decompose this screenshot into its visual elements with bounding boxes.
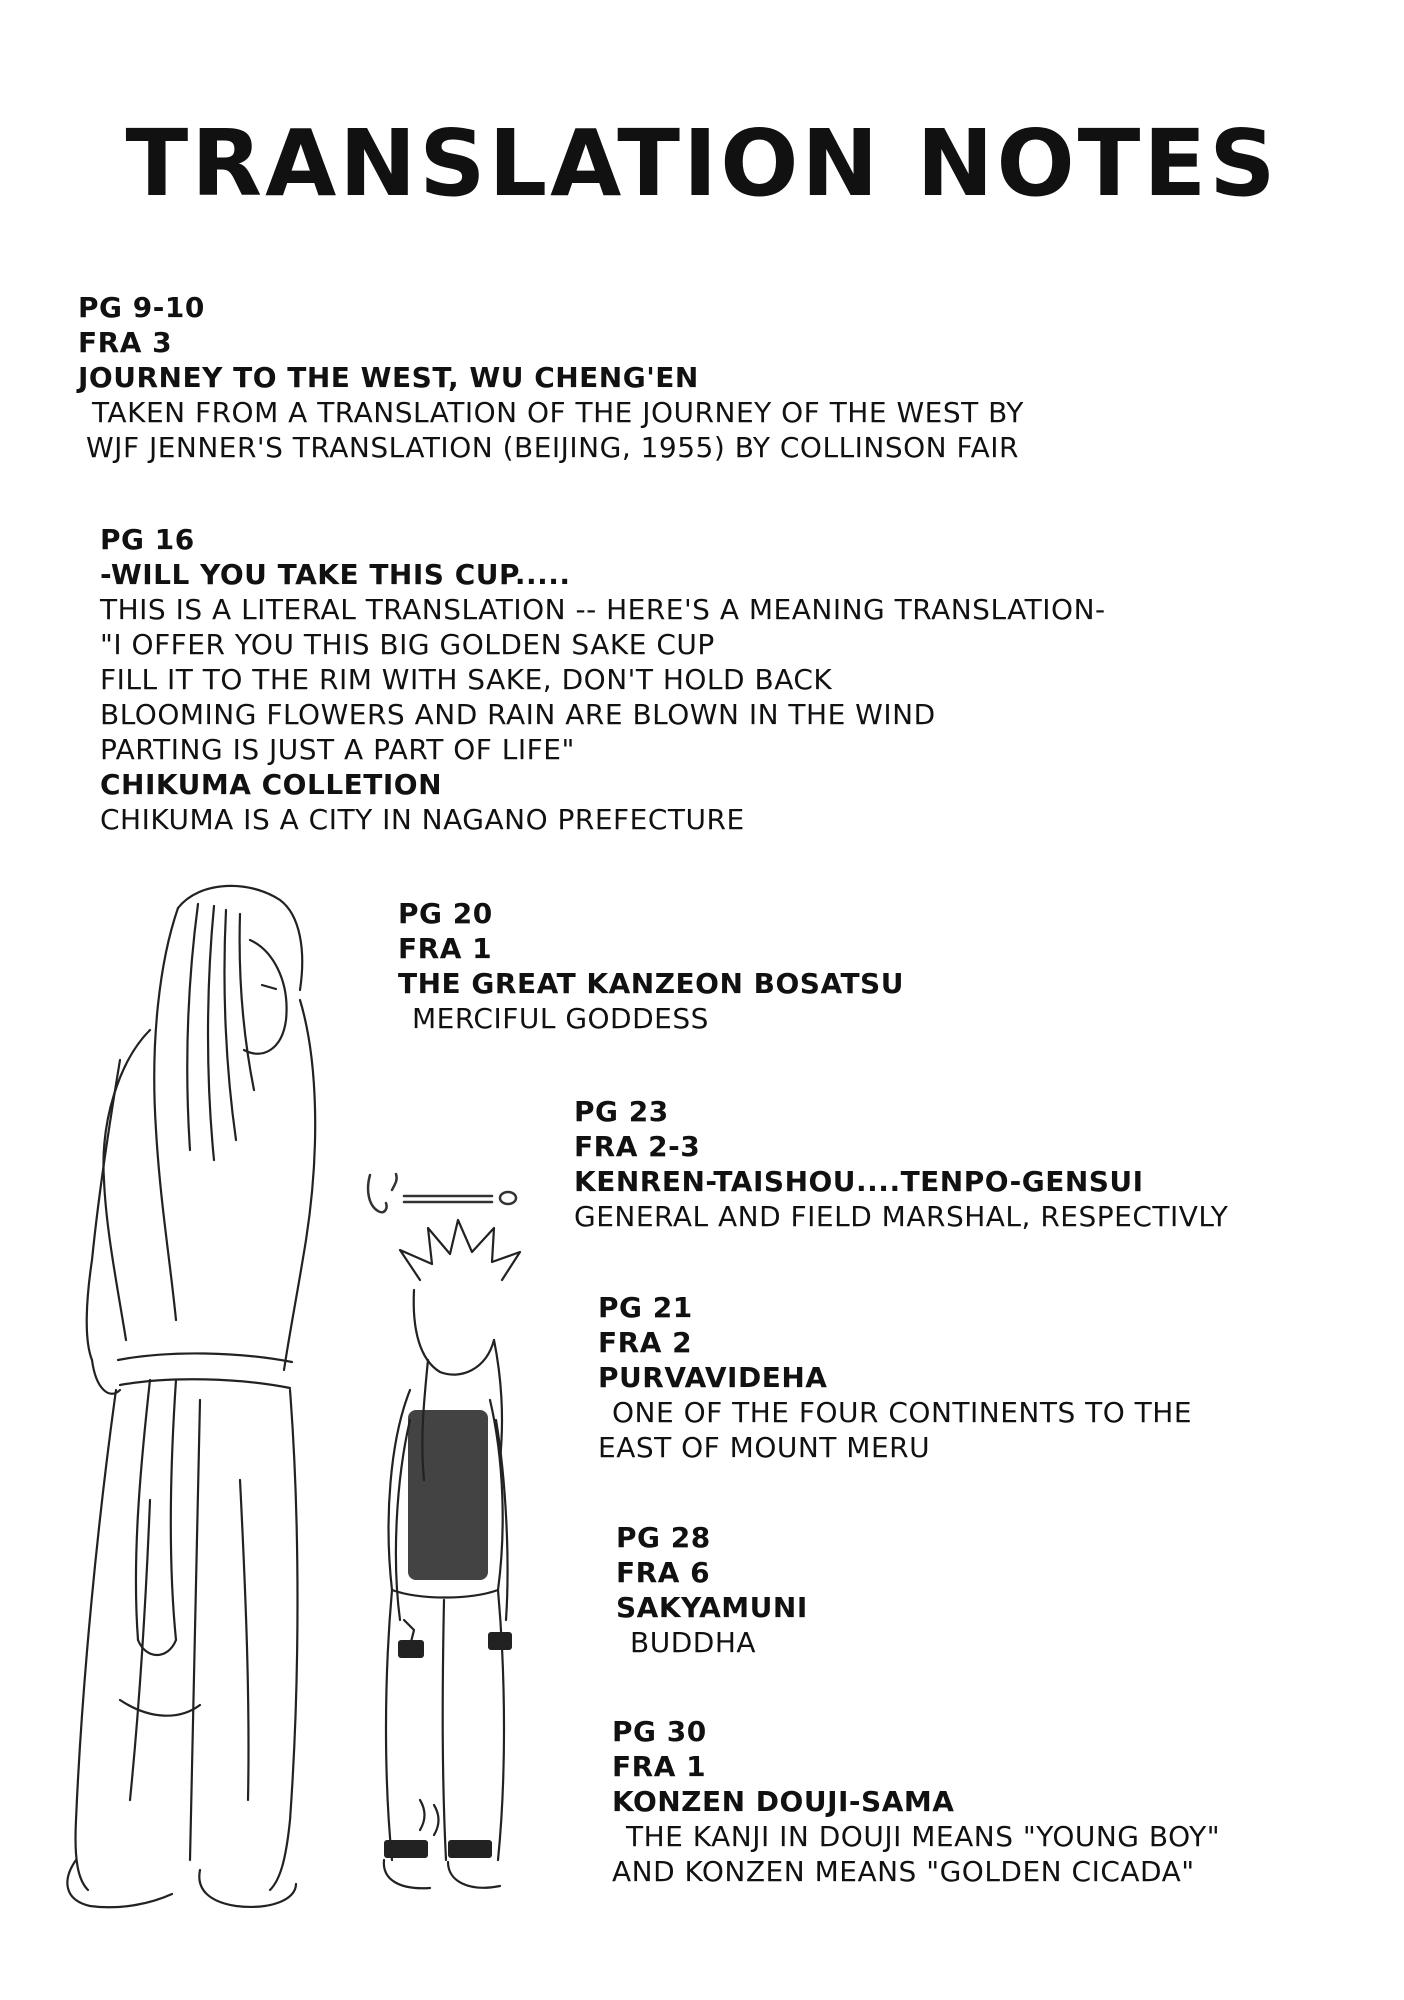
note-explanation: FILL IT TO THE RIM WITH SAKE, DON'T HOLD BACK (100, 663, 833, 696)
note-section (612, 1714, 1220, 1889)
note-section (398, 896, 904, 1036)
note-page: PG 28 (616, 1521, 711, 1554)
note-term: JOURNEY TO THE WEST, WU CHENG'EN (78, 361, 699, 394)
note-explanation: EAST OF MOUNT MERU (598, 1431, 931, 1464)
note-explanation: AND KONZEN MEANS "GOLDEN CICADA" (612, 1855, 1195, 1888)
note-explanation: PARTING IS JUST A PART OF LIFE" (100, 733, 575, 766)
note-explanation: GENERAL AND FIELD MARSHAL, RESPECTIVLY (574, 1200, 1229, 1233)
note-term: THE GREAT KANZEON BOSATSU (398, 967, 904, 1000)
note-frame: FRA 2-3 (574, 1130, 701, 1163)
note-term: PURVAVIDEHA (598, 1361, 828, 1394)
note-term: -WILL YOU TAKE THIS CUP..... (100, 558, 571, 591)
note-explanation: WJF JENNER'S TRANSLATION (BEIJING, 1955) BY COLLINSON FAIR (86, 431, 1019, 464)
note-explanation: BLOOMING FLOWERS AND RAIN ARE BLOWN IN THE WIND (100, 698, 936, 731)
page-title: TRANSLATION NOTES (125, 110, 1279, 217)
note-section (100, 522, 1106, 837)
note-frame: FRA 3 (78, 326, 173, 359)
note-page: PG 20 (398, 897, 493, 930)
note-section (78, 290, 1024, 465)
note-frame: FRA 2 (598, 1326, 693, 1359)
note-frame: FRA 1 (398, 932, 493, 965)
note-explanation: THE KANJI IN DOUJI MEANS "YOUNG BOY" (626, 1820, 1221, 1853)
note-explanation: THIS IS A LITERAL TRANSLATION -- HERE'S A MEANING TRANSLATION- (100, 593, 1106, 626)
note-term: KONZEN DOUJI-SAMA (612, 1785, 955, 1818)
note-explanation: "I OFFER YOU THIS BIG GOLDEN SAKE CUP (100, 628, 715, 661)
note-explanation: ONE OF THE FOUR CONTINENTS TO THE (612, 1396, 1193, 1429)
note-term: KENREN-TAISHOU....TENPO-GENSUI (574, 1165, 1144, 1198)
note-section (598, 1290, 1192, 1465)
note-explanation: TAKEN FROM A TRANSLATION OF THE JOURNEY OF THE WEST BY (92, 396, 1024, 429)
note-explanation: MERCIFUL GODDESS (412, 1002, 709, 1035)
note-page: PG 9-10 (78, 291, 205, 324)
note-term: SAKYAMUNI (616, 1591, 808, 1624)
note-explanation: CHIKUMA IS A CITY IN NAGANO PREFECTURE (100, 803, 745, 836)
note-frame: FRA 6 (616, 1556, 711, 1589)
note-frame: FRA 1 (612, 1750, 707, 1783)
note-page: PG 21 (598, 1291, 693, 1324)
note-section (574, 1094, 1228, 1234)
note-section (616, 1520, 808, 1660)
note-page: PG 30 (612, 1715, 707, 1748)
note-page: PG 16 (100, 523, 195, 556)
note-explanation: BUDDHA (630, 1626, 757, 1659)
note-page: PG 23 (574, 1095, 669, 1128)
note-term: CHIKUMA COLLETION (100, 768, 443, 801)
